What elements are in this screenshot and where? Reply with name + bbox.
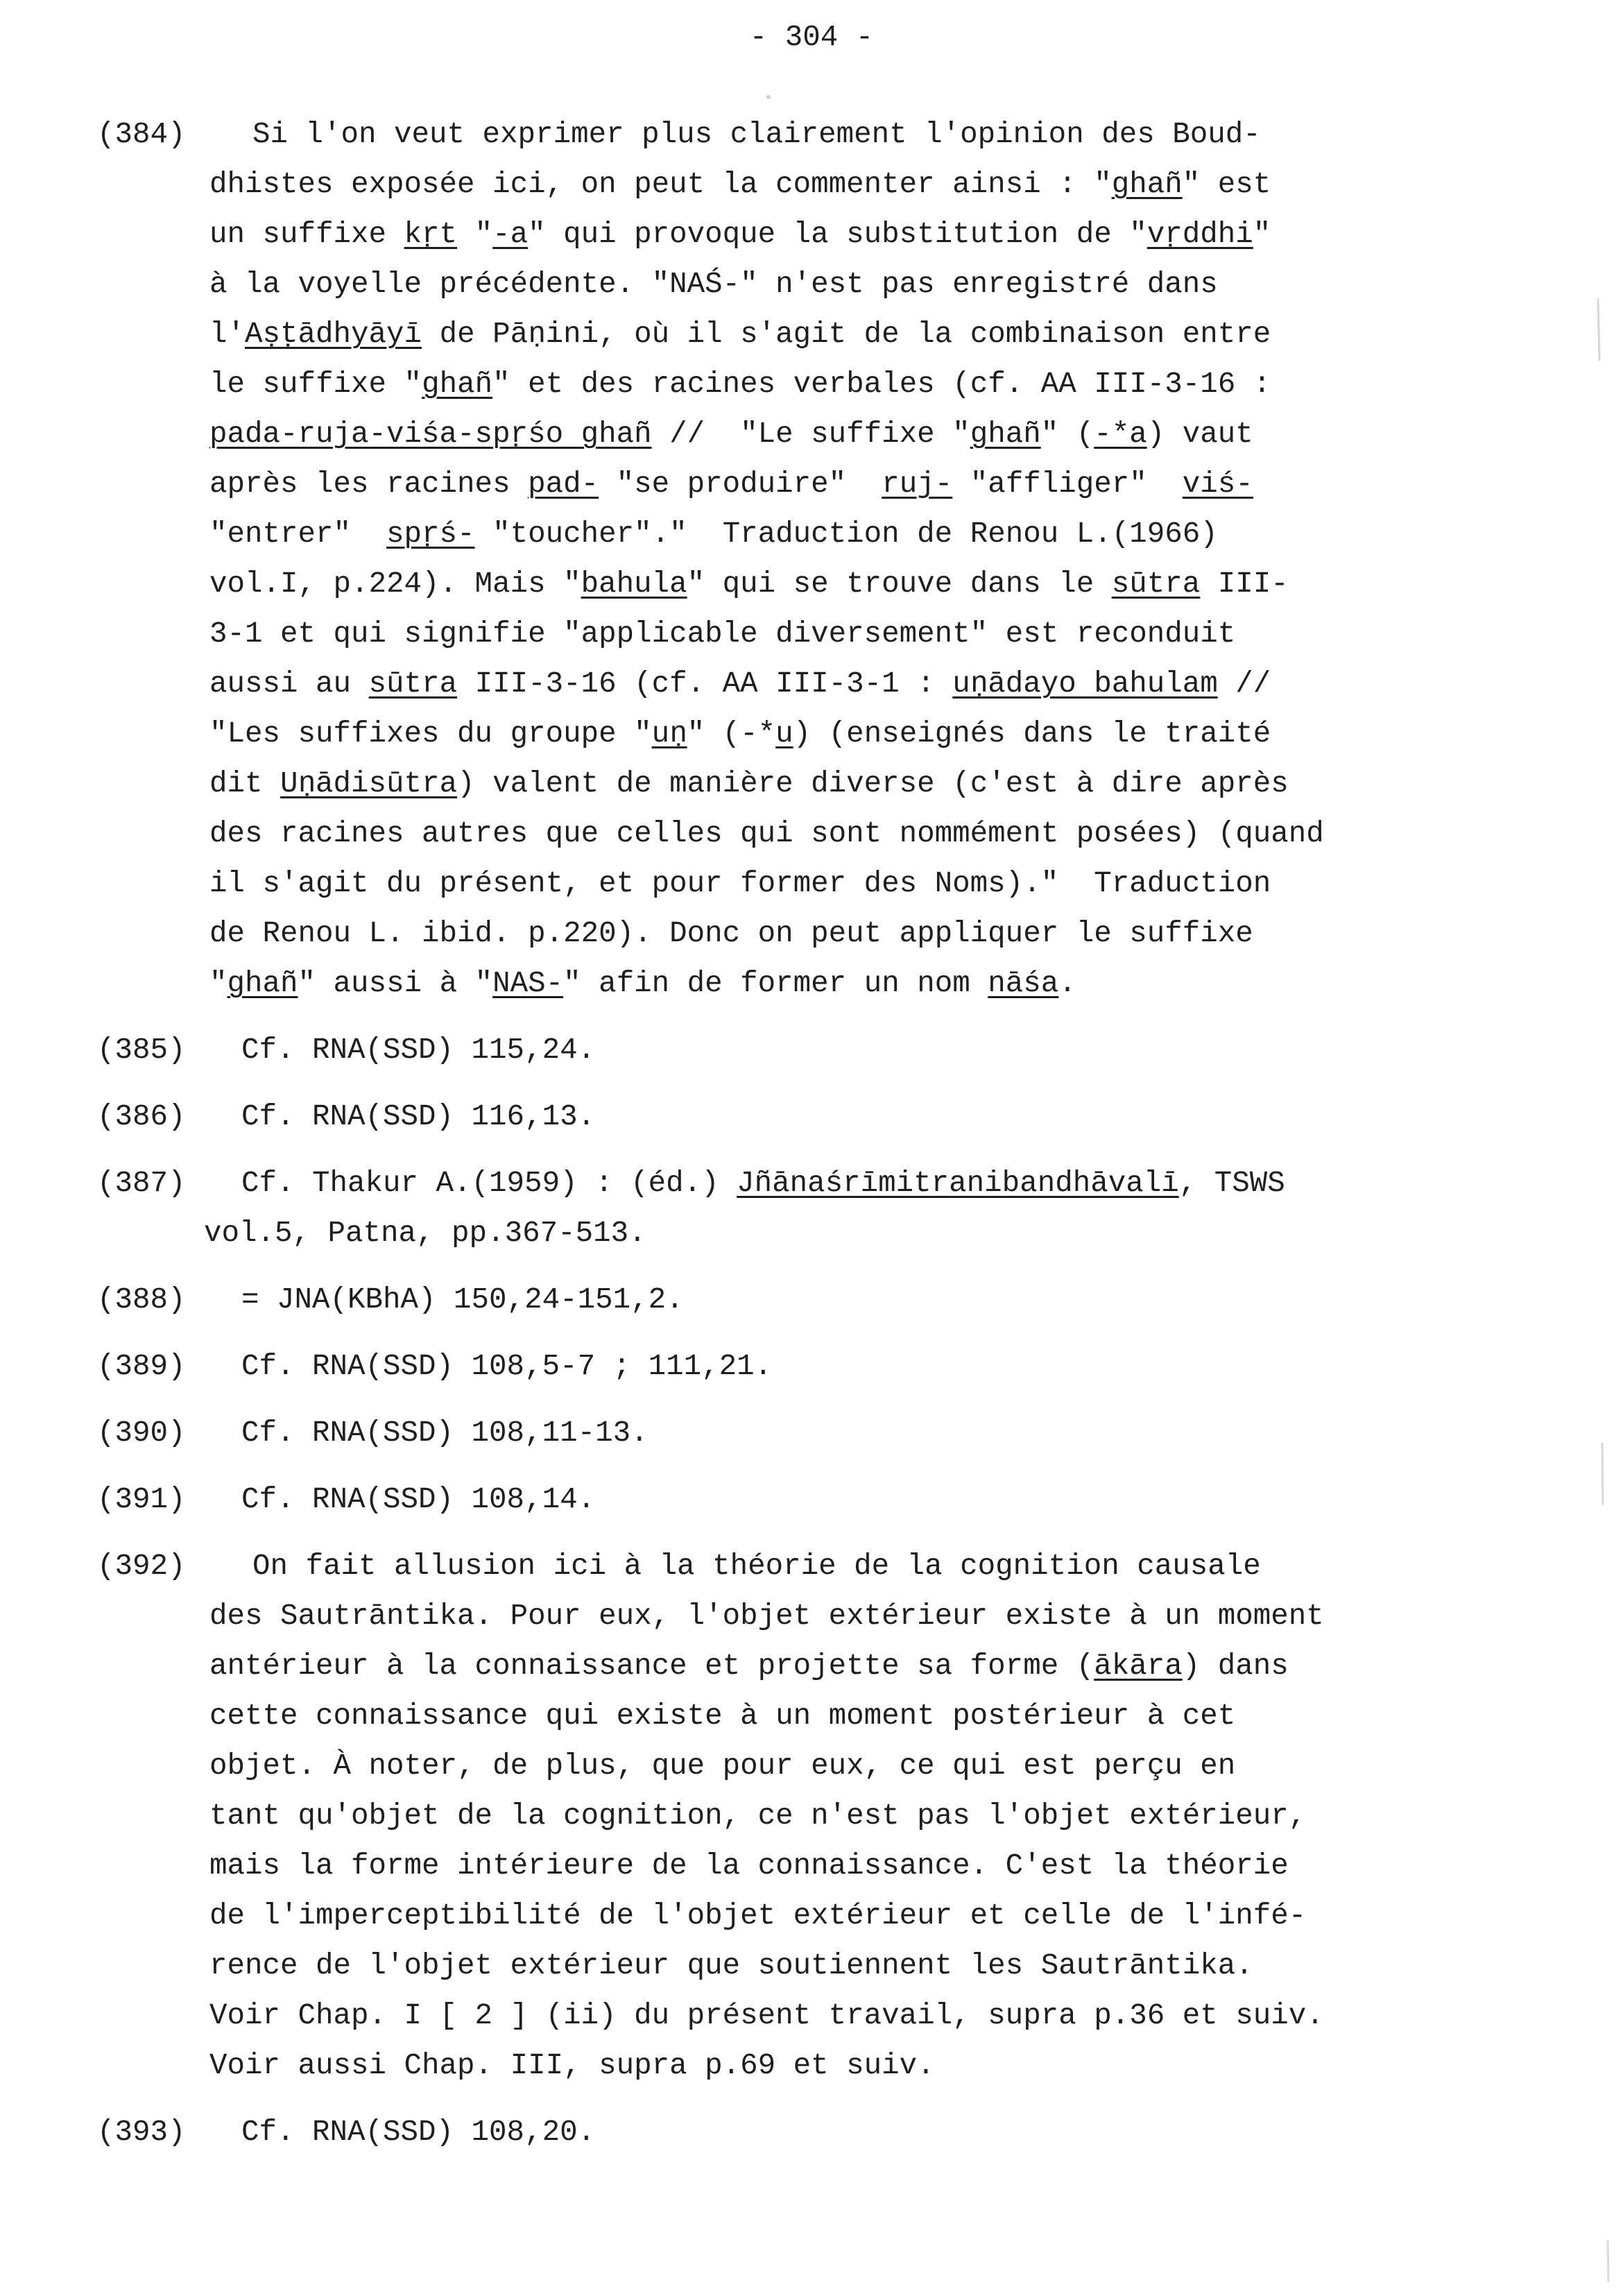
footnote-line xyxy=(97,709,1505,759)
text-segment: . xyxy=(1058,967,1076,1000)
underlined-term: uṇ xyxy=(651,717,687,751)
footnote-line xyxy=(97,1408,1505,1458)
text-segment: III- xyxy=(1200,567,1289,601)
text-segment: un suffixe xyxy=(209,218,404,251)
underlined-term: Jñānaśrīmitranibandhāvalī xyxy=(737,1167,1179,1200)
footnote-line xyxy=(97,1475,1505,1525)
text-segment: mais la forme intérieure de la connaissance. C'est la théorie xyxy=(209,1849,1289,1883)
footnote-line xyxy=(97,2107,1505,2157)
text-segment: Cf. RNA(SSD) 108,20. xyxy=(241,2116,596,2149)
text-segment: tant qu'objet de la cognition, ce n'est pas l'objet extérieur, xyxy=(209,1799,1307,1833)
text-segment: " xyxy=(209,967,227,1000)
footnote xyxy=(97,1342,1505,1391)
footnote-line xyxy=(97,409,1505,459)
text-segment: "entrer" xyxy=(209,517,387,551)
text-segment: " est xyxy=(1182,168,1271,201)
underlined-term: kṛt xyxy=(404,218,458,251)
footnote-line xyxy=(97,909,1505,959)
footnote-line xyxy=(97,359,1505,409)
footnote-line xyxy=(97,259,1505,309)
footnote-number: (385) xyxy=(97,1034,186,1067)
footnote-line xyxy=(97,459,1505,509)
text-segment: il s'agit du présent, et pour former des Noms)." Traduction xyxy=(209,867,1271,900)
text-segment: des racines autres que celles qui sont nommément posées) (quand xyxy=(209,817,1324,850)
text-segment: à la voyelle précédente. "NAŚ-" n'est pas enregistré dans xyxy=(209,268,1218,301)
underlined-term: vṛddhi xyxy=(1147,218,1253,251)
footnotes-list xyxy=(97,110,1505,2174)
footnote-number: (386) xyxy=(97,1100,186,1133)
footnote xyxy=(97,1475,1505,1525)
text-segment: de Renou L. ibid. p.220). Donc on peut appliquer le suffixe xyxy=(209,917,1253,950)
underlined-term: uṇādayo bahulam xyxy=(952,667,1218,701)
footnote-line xyxy=(97,1741,1505,1791)
text-segment: " aussi à " xyxy=(298,967,493,1000)
text-segment: Cf. RNA(SSD) 108,14. xyxy=(241,1483,596,1516)
footnote-line xyxy=(97,1941,1505,1991)
text-segment: rence de l'objet extérieur que soutiennent les Sautrāntika. xyxy=(209,1949,1253,1982)
page-number: - 304 - xyxy=(749,21,874,54)
text-segment: Cf. RNA(SSD) 115,24. xyxy=(241,1034,596,1067)
underlined-term: sūtra xyxy=(368,667,458,701)
footnote-line xyxy=(97,309,1505,359)
footnote-line xyxy=(97,659,1505,709)
text-segment: vol.5, Patna, pp.367-513. xyxy=(204,1217,646,1250)
underlined-term: -*a xyxy=(1094,418,1147,451)
footnote-line xyxy=(97,1691,1505,1741)
footnote xyxy=(97,110,1505,1009)
footnote-line xyxy=(97,1025,1505,1075)
text-segment: vol.I, p.224). Mais " xyxy=(209,567,581,601)
footnote-number: (384) xyxy=(97,118,186,151)
footnote-line xyxy=(97,1841,1505,1891)
footnote-line xyxy=(97,959,1505,1009)
footnote-line xyxy=(97,1342,1505,1391)
underlined-term: pada-ruja-viśa-spṛśo ghañ xyxy=(209,418,652,451)
underlined-term: NAS- xyxy=(492,967,564,1000)
footnote-line xyxy=(97,1541,1505,1591)
text-segment: Cf. Thakur A.(1959) : (éd.) xyxy=(241,1167,737,1200)
underlined-term: spṛś- xyxy=(386,517,475,551)
text-segment: // "Le suffixe " xyxy=(651,418,970,451)
footnote-line xyxy=(97,1641,1505,1691)
text-segment: // xyxy=(1217,667,1271,701)
text-segment: ) dans xyxy=(1182,1650,1289,1683)
underlined-term: bahula xyxy=(581,567,687,601)
underlined-term: ghañ xyxy=(970,418,1041,451)
footnote-line xyxy=(97,859,1505,909)
footnote-line xyxy=(97,559,1505,609)
text-segment: Cf. RNA(SSD) 108,5-7 ; 111,21. xyxy=(241,1350,773,1383)
text-segment: "toucher"." Traduction de Renou L.(1966) xyxy=(474,517,1218,551)
text-segment: de Pāṇini, où il s'agit de la combinaison entre xyxy=(422,318,1271,351)
footnote xyxy=(97,1025,1505,1075)
text-segment: cette connaissance qui existe à un moment postérieur à cet xyxy=(209,1699,1236,1733)
underlined-term: Aṣṭādhyāyī xyxy=(245,318,422,351)
footnote-line xyxy=(97,1208,1505,1258)
text-segment: "se produire" xyxy=(599,468,882,501)
footnote-number: (393) xyxy=(97,2116,186,2149)
text-segment: = JNA(KBhA) 150,24-151,2. xyxy=(241,1283,684,1317)
text-segment: 3-1 et qui signifie "applicable diversement" est reconduit xyxy=(209,617,1236,651)
footnote-line xyxy=(97,1791,1505,1841)
underlined-term: ghañ xyxy=(1111,168,1183,201)
text-segment: " xyxy=(457,218,493,251)
text-segment: " (-* xyxy=(687,717,776,751)
footnote-number: (390) xyxy=(97,1416,186,1450)
text-segment: dit xyxy=(209,767,281,800)
text-segment: " qui se trouve dans le xyxy=(687,567,1112,601)
footnote xyxy=(97,1092,1505,1142)
footnote-line xyxy=(97,1891,1505,1941)
text-segment: dhistes exposée ici, on peut la commenter ainsi : " xyxy=(209,168,1112,201)
footnote-line xyxy=(97,509,1505,559)
footnote-line xyxy=(97,1275,1505,1325)
text-segment: " xyxy=(1253,218,1271,251)
text-segment: " et des racines verbales (cf. AA III-3-16 : xyxy=(492,368,1271,401)
text-segment: On fait allusion ici à la théorie de la cognition causale xyxy=(252,1550,1261,1583)
footnote-number: (391) xyxy=(97,1483,186,1516)
text-segment: Voir aussi Chap. III, supra p.69 et suiv. xyxy=(209,2049,935,2082)
footnote-line xyxy=(97,2041,1505,2091)
footnote xyxy=(97,1275,1505,1325)
underlined-term: u xyxy=(775,717,793,751)
footnote xyxy=(97,1541,1505,2091)
footnote-line xyxy=(97,160,1505,209)
footnote-line xyxy=(97,1591,1505,1641)
underlined-term: Uṇādisūtra xyxy=(280,767,458,800)
text-segment: le suffixe " xyxy=(209,368,422,401)
text-segment: ) vaut xyxy=(1147,418,1253,451)
text-segment: "Les suffixes du groupe " xyxy=(209,717,652,751)
text-segment: "affliger" xyxy=(952,468,1183,501)
text-segment: ) (enseignés dans le traité xyxy=(793,717,1271,751)
underlined-term: ghañ xyxy=(422,368,493,401)
footnote xyxy=(97,1158,1505,1258)
underlined-term: pad- xyxy=(528,468,599,501)
text-segment: " ( xyxy=(1040,418,1094,451)
text-segment: après les racines xyxy=(209,468,529,501)
footnote-line xyxy=(97,759,1505,809)
underlined-term: -a xyxy=(492,218,529,251)
text-segment: des Sautrāntika. Pour eux, l'objet extérieur existe à un moment xyxy=(209,1600,1324,1633)
footnote-number: (392) xyxy=(97,1550,186,1583)
text-segment: Voir Chap. I [ 2 ] (ii) du présent travail, supra p.36 et suiv. xyxy=(209,1999,1324,2032)
footnote-line xyxy=(97,609,1505,659)
footnote xyxy=(97,1408,1505,1458)
footnote-line xyxy=(97,1092,1505,1142)
text-segment: l' xyxy=(209,318,246,351)
footnote xyxy=(97,2107,1505,2157)
text-segment: Cf. RNA(SSD) 116,13. xyxy=(241,1100,596,1133)
text-segment: Cf. RNA(SSD) 108,11-13. xyxy=(241,1416,649,1450)
text-segment: ) valent de manière diverse (c'est à dire après xyxy=(457,767,1289,800)
text-segment: " qui provoque la substitution de " xyxy=(528,218,1147,251)
text-segment: Si l'on veut exprimer plus clairement l'opinion des Boud- xyxy=(252,118,1261,151)
footnote-number: (387) xyxy=(97,1167,186,1200)
underlined-term: nāśa xyxy=(988,967,1059,1000)
footnote-line xyxy=(97,110,1505,160)
underlined-term: ghañ xyxy=(227,967,298,1000)
footnote-line xyxy=(97,1158,1505,1208)
underlined-term: ākāra xyxy=(1094,1650,1183,1683)
underlined-term: viś- xyxy=(1182,468,1253,501)
text-segment: " afin de former un nom xyxy=(563,967,988,1000)
footnote-line xyxy=(97,809,1505,859)
footnote-number: (389) xyxy=(97,1350,186,1383)
text-segment: , TSWS xyxy=(1178,1167,1285,1200)
text-segment: de l'imperceptibilité de l'objet extérieur et celle de l'infé- xyxy=(209,1899,1307,1933)
footnote-line xyxy=(97,209,1505,259)
footnote-line xyxy=(97,1991,1505,2041)
text-segment: aussi au xyxy=(209,667,369,701)
underlined-term: ruj- xyxy=(882,468,953,501)
text-segment: antérieur à la connaissance et projette sa forme ( xyxy=(209,1650,1094,1683)
footnote-number: (388) xyxy=(97,1283,186,1317)
text-segment: III-3-16 (cf. AA III-3-1 : xyxy=(457,667,953,701)
text-segment: objet. À noter, de plus, que pour eux, ce qui est perçu en xyxy=(209,1749,1236,1783)
underlined-term: sūtra xyxy=(1111,567,1201,601)
